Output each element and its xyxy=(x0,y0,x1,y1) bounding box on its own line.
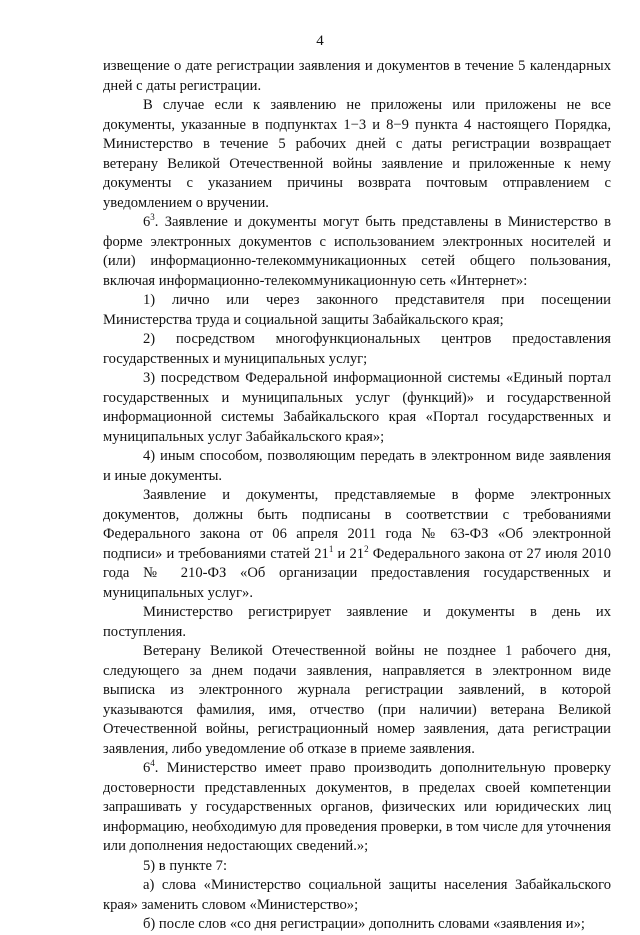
paragraph-text: . Министерство имеет право производить дополнительную проверку достоверности представленных документов, в пределах своей компетенции запрашивать у государственных органов, физических или юридических лиц информацию, необходимую для проведения проверки, в том числе для уточнения или дополнения недостающих сведений.»; xyxy=(103,760,611,854)
paragraph-additional-verification xyxy=(103,759,611,857)
article-superscript-1: 1 xyxy=(328,543,334,554)
paragraph-item-5: 5) в пункте 7: xyxy=(143,857,228,874)
paragraph-veteran-extract: Ветерану Великой Отечественной войны не позднее 1 рабочего дня, следующего за днем подачи заявления, направляется в электронном виде выписка из электронного журнала регистрации заявлений, в которой указываются фамилия, имя, отчество (при наличии) ветерана Великой Отечественной войны, регистрационный номер заявления, дата регистрации заявления, либо уведомление об отказе в приеме заявления. xyxy=(103,643,611,757)
paragraph-item-b: б) после слов «со дня регистрации» дополнить словами «заявления и»; xyxy=(143,916,585,932)
clause-number: 6 xyxy=(143,760,151,776)
paragraph-text-part1: Заявление и документы, представляемые в форме электронных документов, должны быть подписаны в соответствии с требованиями Федерального закона от 06 апреля 2011 года № 63-ФЗ «Об электронной подписи» и требованиями статей 21 xyxy=(103,487,611,562)
clause-superscript: 4 xyxy=(150,758,155,769)
paragraph-text: . Заявление и документы могут быть представлены в Министерство в форме электронных документов с использованием электронных носителей и (или) информационно-телекоммуникационных сетей общего пользования, включая информационно-телекоммуникационную сеть «Интернет»: xyxy=(103,214,611,289)
document-body xyxy=(103,57,611,935)
list-item-3: 3) посредством Федеральной информационной системы «Единый портал государственных и муниципальных услуг (функций)» и государственной информационной системы Забайкальского края «Портал государственных и муниципальных услуг Забайкальского края»; xyxy=(103,370,611,445)
paragraph-return-documents: В случае если к заявлению не приложены или приложены не все документы, указанные в подпунктах 1−3 и 8−9 пункта 4 настоящего Порядка, Министерство в течение 5 рабочих дней с даты регистрации возвращает ветерану Великой Отечественной войны заявление и приложенные к нему документы с указанием причины возврата почтовым отправлением с уведомлением о вручении. xyxy=(103,97,611,211)
list-item-4: 4) иным способом, позволяющим передать в электронном виде заявления и иные документы. xyxy=(103,448,611,484)
paragraph-signature-requirements xyxy=(103,486,611,603)
paragraph-text-part2: и 21 xyxy=(333,545,365,562)
article-superscript-2: 2 xyxy=(364,543,369,554)
clause-number: 6 xyxy=(143,214,151,230)
list-item-1: 1) лично или через законного представителя при посещении Министерства труда и социальной защиты Забайкальского края; xyxy=(103,292,611,328)
paragraph-electronic-submission xyxy=(103,213,611,291)
paragraph-item-a: а) слова «Министерство социальной защиты населения Забайкальского края» заменить словом «Министерство»; xyxy=(103,877,611,913)
paragraph-text-part3: Федерального закона от 27 июля 2010 года № 210-ФЗ «Об организации предоставления государственных и муниципальных услуг». xyxy=(103,545,612,601)
list-item-2: 2) посредством многофункциональных центров предоставления государственных и муниципальных услуг; xyxy=(103,331,611,367)
paragraph-registration-notice: извещение о дате регистрации заявления и документов в течение 5 календарных дней с даты регистрации. xyxy=(103,58,611,94)
clause-superscript: 3 xyxy=(150,212,155,223)
paragraph-ministry-registers: Министерство регистрирует заявление и документы в день их поступления. xyxy=(103,604,611,640)
page-number: 4 xyxy=(316,33,324,49)
